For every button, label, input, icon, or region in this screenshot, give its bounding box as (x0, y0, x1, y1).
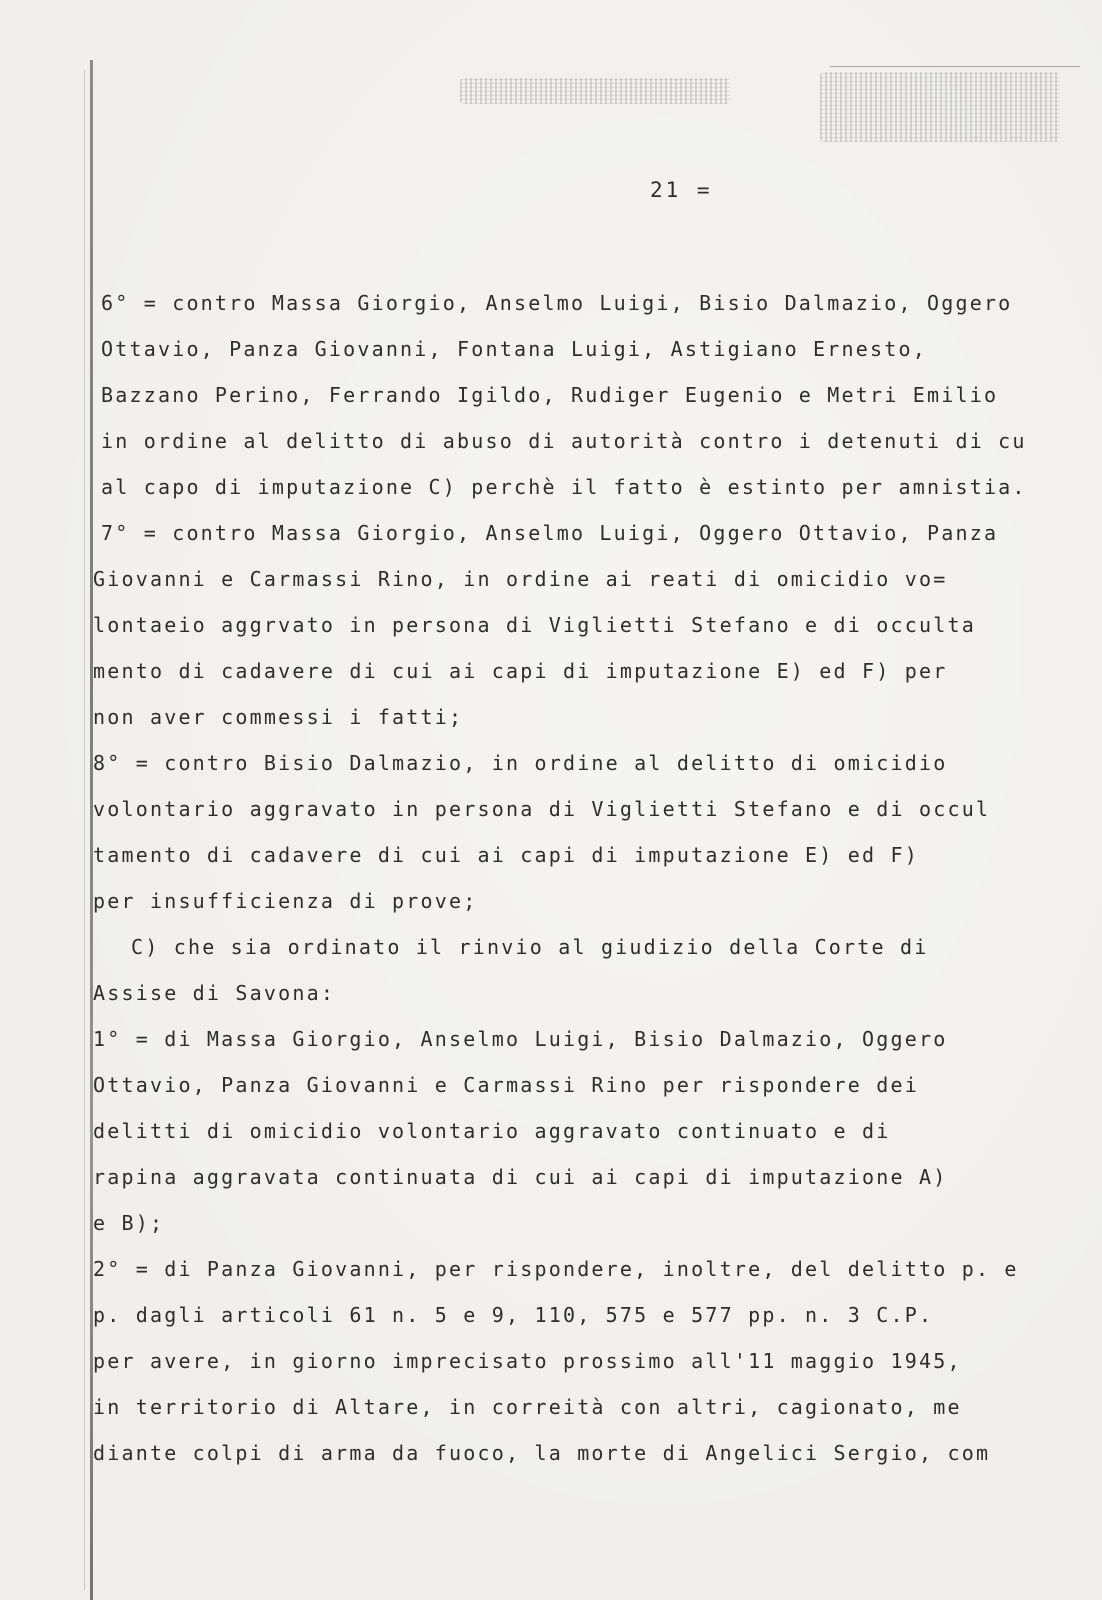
top-right-rule (830, 66, 1080, 67)
text-line: volontario aggravato in persona di Viglietti Stefano e di occul (93, 797, 991, 821)
text-line: in territorio di Altare, in correità con altri, cagionato, me (93, 1395, 962, 1419)
text-line: mento di cadavere di cui ai capi di imputazione E) ed F) per (93, 659, 948, 683)
text-line: diante colpi di arma da fuoco, la morte di Angelici Sergio, com (93, 1441, 991, 1465)
text-line: per insufficienza di prove; (93, 889, 478, 913)
text-line: Ottavio, Panza Giovanni e Carmassi Rino per rispondere dei (93, 1073, 919, 1097)
text-line: in ordine al delitto di abuso di autorità contro i detenuti di cu (101, 429, 1027, 453)
text-line: Assise di Savona: (93, 981, 336, 1005)
text-line: al capo di imputazione C) perchè il fatto è estinto per amnistia. (101, 475, 1027, 499)
text-line: Bazzano Perino, Ferrando Igildo, Rudiger Eugenio e Metri Emilio (101, 383, 999, 407)
text-line: rapina aggravata continuata di cui ai capi di imputazione A) (93, 1165, 948, 1189)
text-line: Giovanni e Carmassi Rino, in ordine ai reati di omicidio vo= (93, 567, 948, 591)
text-line: per avere, in giorno imprecisato prossimo all'11 maggio 1945, (93, 1349, 962, 1373)
copy-artifact-smudge (460, 78, 730, 104)
copy-artifact-smudge (820, 72, 1060, 142)
text-line: tamento di cadavere di cui ai capi di imputazione E) ed F) (93, 843, 919, 867)
text-line: non aver commessi i fatti; (93, 705, 464, 729)
body-text (93, 280, 1083, 1476)
text-line: 2° = di Panza Giovanni, per rispondere, inoltre, del delitto p. e (93, 1257, 1019, 1281)
text-line: 1° = di Massa Giorgio, Anselmo Luigi, Bisio Dalmazio, Oggero (93, 1027, 948, 1051)
text-line: 6° = contro Massa Giorgio, Anselmo Luigi, Bisio Dalmazio, Oggero (101, 291, 1013, 315)
text-line: 7° = contro Massa Giorgio, Anselmo Luigi, Oggero Ottavio, Panza (101, 521, 999, 545)
text-line: p. dagli articoli 61 n. 5 e 9, 110, 575 e 577 pp. n. 3 C.P. (93, 1303, 934, 1327)
section-heading-line: C) che sia ordinato il rinvio al giudizio della Corte di (131, 935, 929, 959)
text-line: 8° = contro Bisio Dalmazio, in ordine al delitto di omicidio (93, 751, 948, 775)
text-line: delitti di omicidio volontario aggravato continuato e di (93, 1119, 891, 1143)
text-line: Ottavio, Panza Giovanni, Fontana Luigi, Astigiano Ernesto, (101, 337, 927, 361)
text-line: lontaeio aggrvato in persona di Viglietti Stefano e di occulta (93, 613, 976, 637)
text-line: e B); (93, 1211, 165, 1235)
page-number: 21 = (650, 178, 713, 202)
left-margin-shadow (84, 70, 85, 1590)
